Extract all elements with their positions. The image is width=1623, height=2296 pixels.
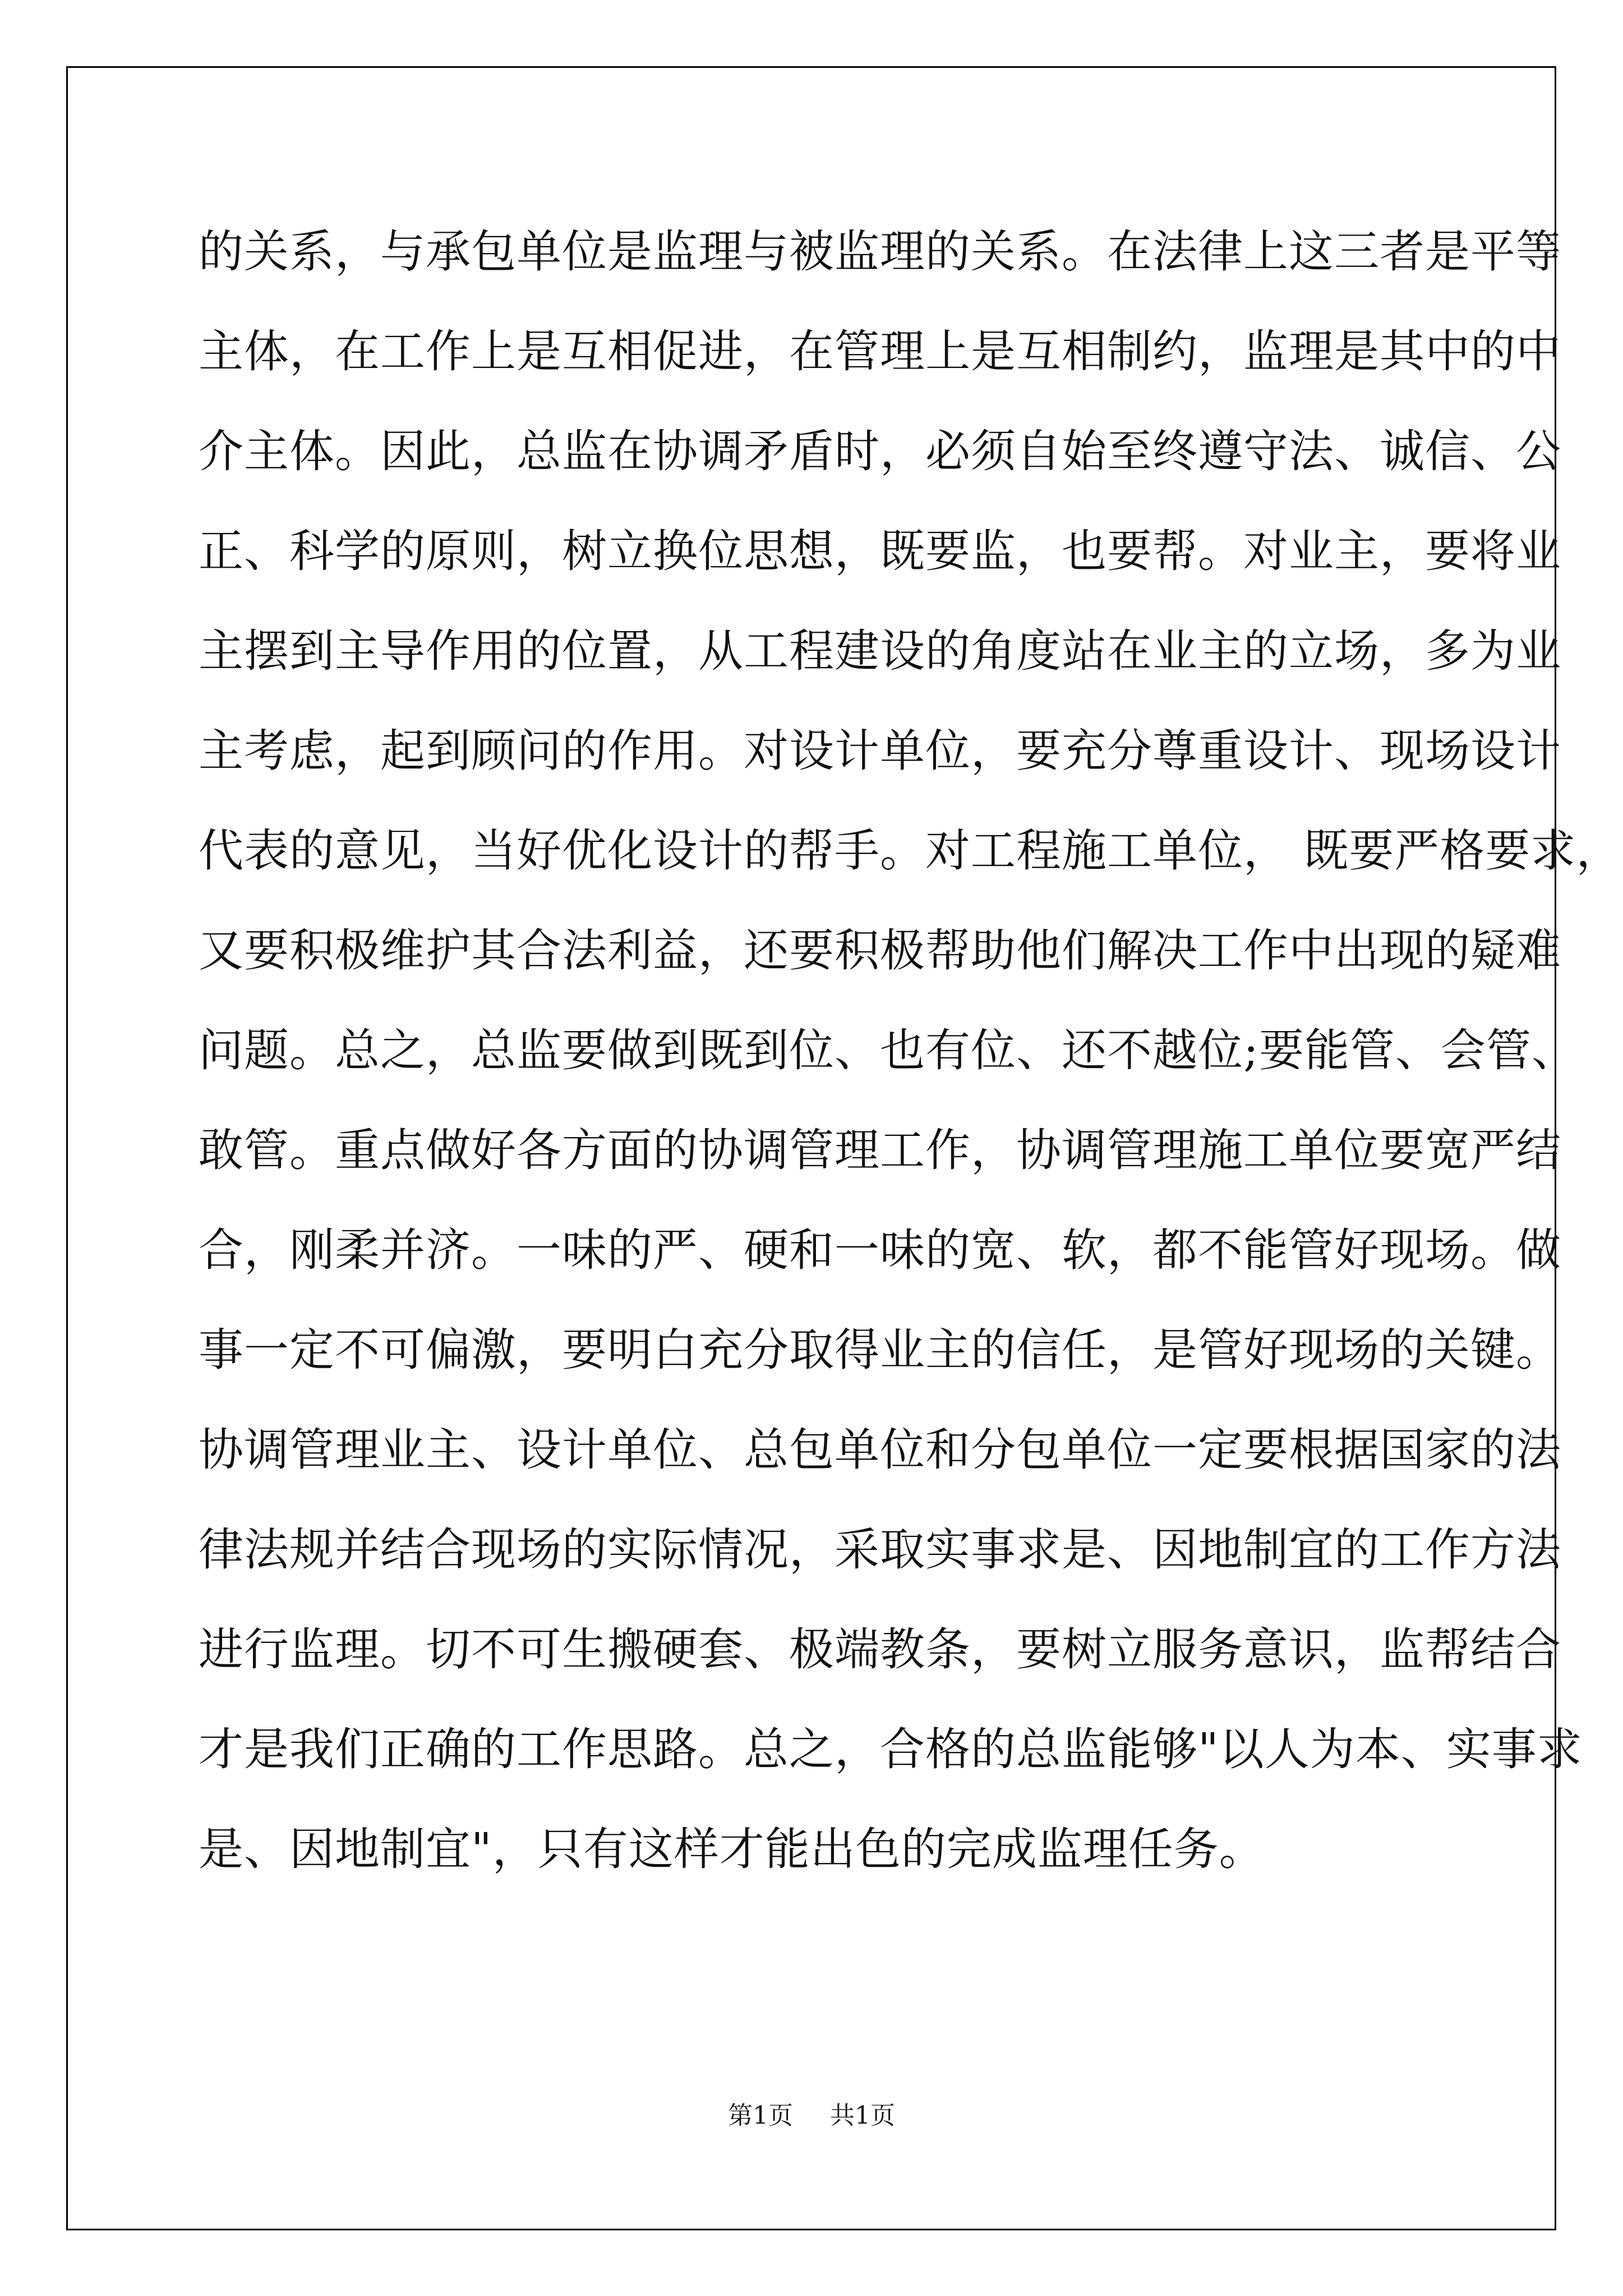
text-line: 敢管。重点做好各方面的协调管理工作，协调管理施工单位要宽严结 bbox=[199, 1124, 1561, 1176]
text-line: 律法规并结合现场的实际情况，采取实事求是、因地制宜的工作方法 bbox=[199, 1524, 1561, 1576]
text-line: 主体，在工作上是互相促进，在管理上是互相制约，监理是其中的中 bbox=[199, 325, 1561, 378]
text-line: 是、因地制宜"，只有这样才能出色的完成监理任务。 bbox=[199, 1823, 1265, 1875]
text-line: 合，刚柔并济。一味的严、硬和一味的宽、软，都不能管好现场。做 bbox=[199, 1224, 1561, 1276]
text-line: 又要积极维护其合法利益，还要积极帮助他们解决工作中出现的疑难 bbox=[199, 924, 1561, 977]
text-line: 代表的意见，当好优化设计的帮手。对工程施工单位， 既要严格要求， bbox=[199, 825, 1622, 877]
text-line: 进行监理。切不可生搬硬套、极端教条，要树立服务意识，监帮结合 bbox=[199, 1623, 1561, 1676]
page-number-total: 共1页 bbox=[830, 2101, 895, 2130]
text-line: 介主体。因此，总监在协调矛盾时，必须自始至终遵守法、诚信、公 bbox=[199, 425, 1561, 477]
text-line: 协调管理业主、设计单位、总包单位和分包单位一定要根据国家的法 bbox=[199, 1424, 1561, 1476]
text-line: 事一定不可偏激，要明白充分取得业主的信任，是管好现场的关键。 bbox=[199, 1324, 1561, 1376]
text-line: 主考虑，起到顾问的作用。对设计单位，要充分尊重设计、现场设计 bbox=[199, 725, 1561, 777]
text-line: 才是我们正确的工作思路。总之，合格的总监能够"以人为本、实事求 bbox=[199, 1723, 1583, 1775]
page-footer bbox=[0, 2095, 1623, 2131]
text-line: 正、科学的原则，树立换位思想，既要监，也要帮。对业主，要将业 bbox=[199, 525, 1561, 577]
text-line: 的关系，与承包单位是监理与被监理的关系。在法律上这三者是平等 bbox=[199, 226, 1561, 278]
text-line: 问题。总之，总监要做到既到位、也有位、还不越位;要能管、会管、 bbox=[199, 1024, 1577, 1076]
text-line: 主摆到主导作用的位置，从工程建设的角度站在业主的立场，多为业 bbox=[199, 625, 1561, 677]
page-number-current: 第1页 bbox=[728, 2101, 793, 2130]
document-body bbox=[199, 202, 1622, 1899]
